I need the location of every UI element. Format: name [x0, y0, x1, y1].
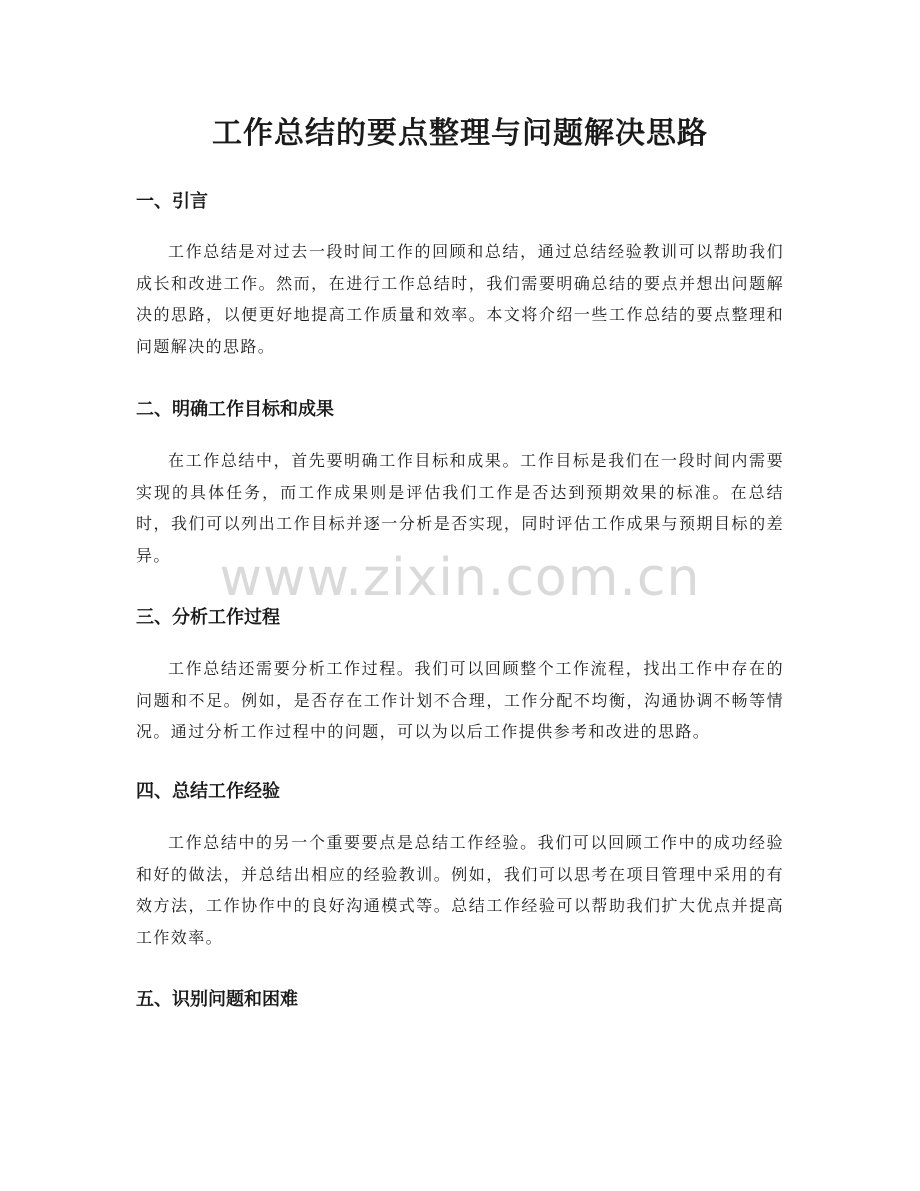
section-heading-goals: 二、明确工作目标和成果 — [136, 399, 334, 420]
section-heading-experience: 四、总结工作经验 — [136, 781, 280, 802]
section-heading-process: 三、分析工作过程 — [136, 607, 280, 628]
section-heading-intro: 一、引言 — [136, 191, 208, 212]
document-title: 工作总结的要点整理与问题解决思路 — [212, 116, 708, 151]
section-paragraph-intro: 工作总结是对过去一段时间工作的回顾和总结，通过总结经验教训可以帮助我们成长和改进工作。然而，在进行工作总结时，我们需要明确总结的要点并想出问题解决的思路，以便更好地提高工作质量和效率。本文将介绍一些工作总结的要点整理和问题解决的思路。 — [136, 242, 784, 356]
watermark-text: www.zixin.com.cn — [219, 548, 701, 608]
section-paragraph-goals: 在工作总结中，首先要明确工作目标和成果。工作目标是我们在一段时间内需要实现的具体任务，而工作成果则是评估我们工作是否达到预期效果的标准。在总结时，我们可以列出工作目标并逐一分析是否实现，同时评估工作成果与预期目标的差异。 — [136, 451, 784, 565]
section-heading-problems: 五、识别问题和困难 — [136, 989, 298, 1010]
section-paragraph-experience: 工作总结中的另一个重要要点是总结工作经验。我们可以回顾工作中的成功经验和好的做法，并总结出相应的经验教训。例如，我们可以思考在项目管理中采用的有效方法，工作协作中的良好沟通模式等。总结工作经验可以帮助我们扩大优点并提高工作效率。 — [136, 833, 784, 947]
section-paragraph-process: 工作总结还需要分析工作过程。我们可以回顾整个工作流程，找出工作中存在的问题和不足。例如，是否存在工作计划不合理，工作分配不均衡，沟通协调不畅等情况。通过分析工作过程中的问题，可以为以后工作提供参考和改进的思路。 — [136, 659, 784, 741]
